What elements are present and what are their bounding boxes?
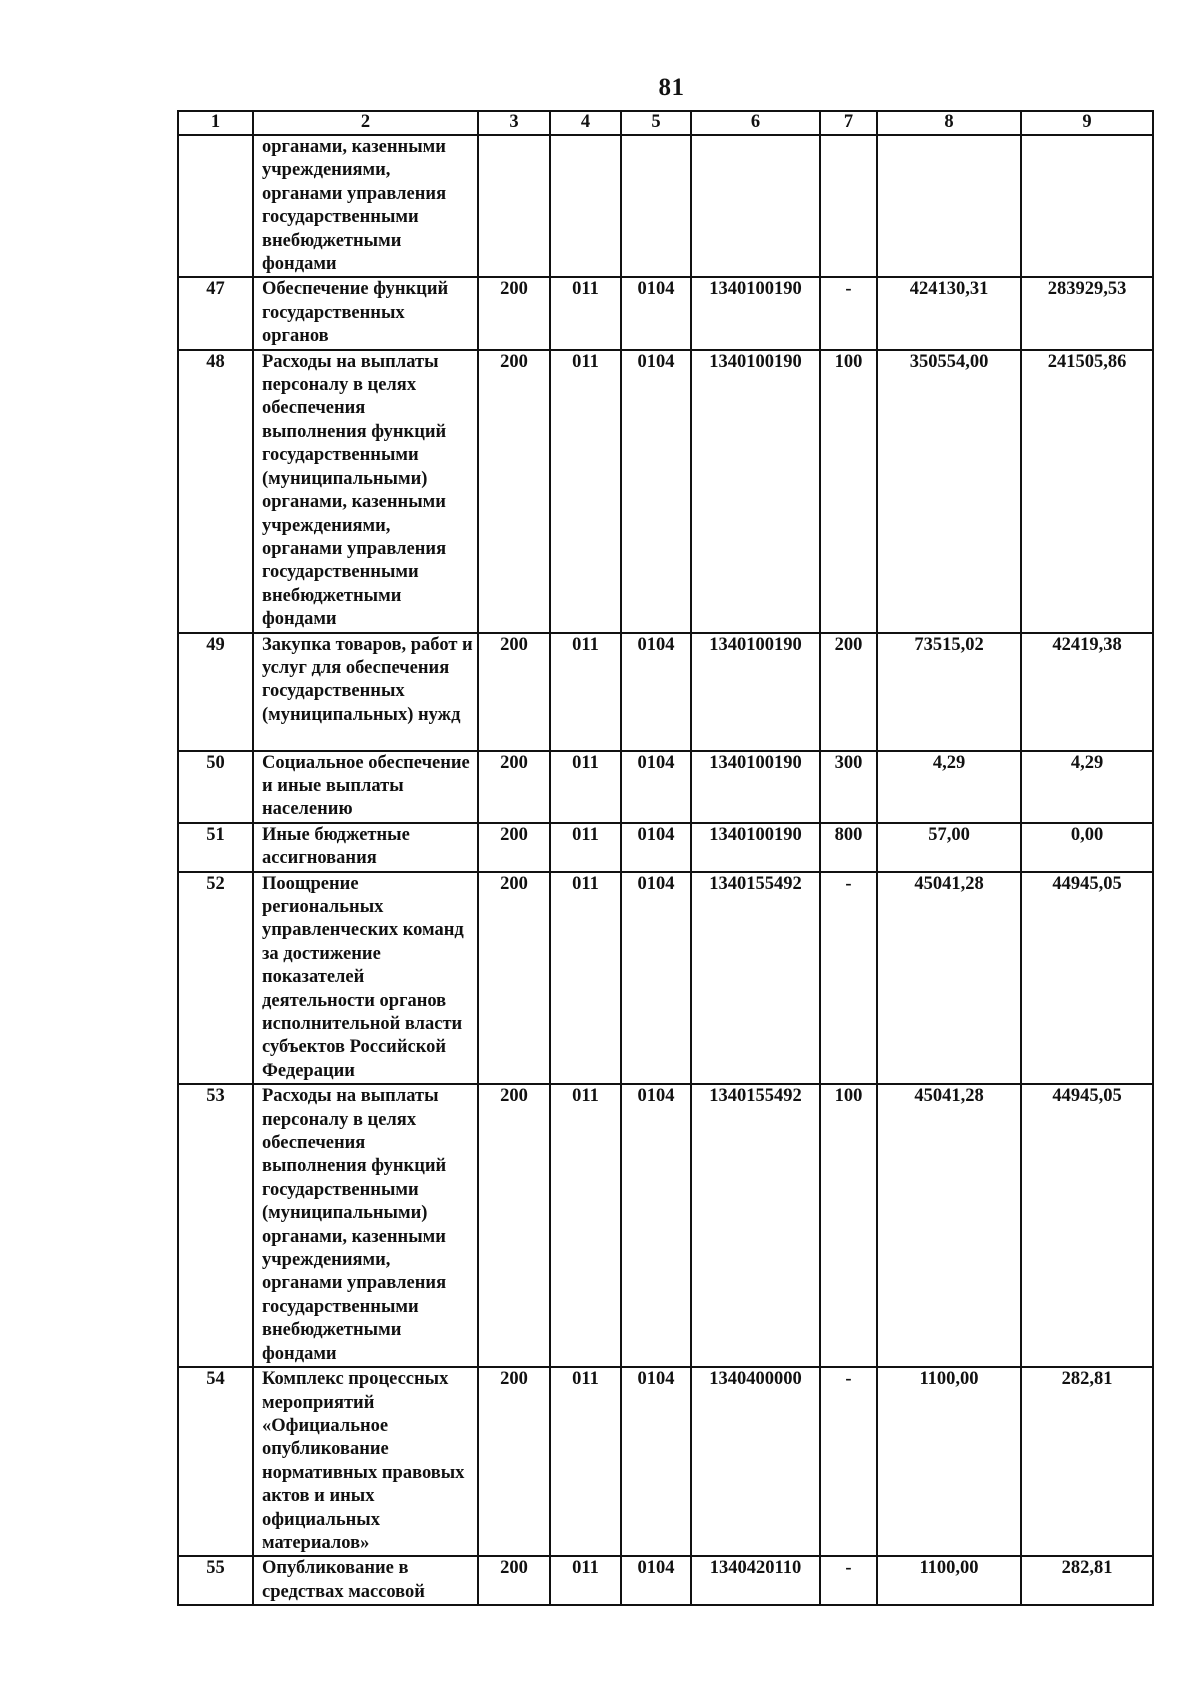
cell-col9: 4,29	[1021, 751, 1153, 823]
cell-col3: 200	[478, 1556, 550, 1605]
cell-col4: 011	[550, 1367, 621, 1556]
table-row	[178, 277, 1153, 349]
cell-col4: 011	[550, 872, 621, 1085]
table-row	[178, 1084, 1153, 1367]
cell-col3: 200	[478, 1367, 550, 1556]
cell-col6: 1340400000	[691, 1367, 820, 1556]
row-name: Расходы на выплаты персоналу в целях обеспечения выполнения функций государственными (муниципальными) органами, казенными учреждениями, органами управления государственными внебюджетными фондами	[253, 350, 478, 633]
row-number: 47	[178, 277, 253, 349]
cell-col8: 45041,28	[877, 872, 1021, 1085]
table-row	[178, 823, 1153, 872]
cell-col5: 0104	[621, 751, 691, 823]
cell-col8: 57,00	[877, 823, 1021, 872]
cell-col4: 011	[550, 1556, 621, 1605]
row-name: Социальное обеспечение и иные выплаты населению	[253, 751, 478, 823]
header-cell: 9	[1021, 111, 1153, 135]
cell-col3	[478, 135, 550, 277]
row-name: органами, казенными учреждениями, органами управления государственными внебюджетными фондами	[253, 135, 478, 277]
page-number: 81	[658, 74, 685, 101]
cell-col8: 424130,31	[877, 277, 1021, 349]
cell-col5: 0104	[621, 350, 691, 633]
row-number	[178, 135, 253, 277]
cell-col5: 0104	[621, 1367, 691, 1556]
cell-col3: 200	[478, 350, 550, 633]
row-name: Поощрение региональных управленческих команд за достижение показателей деятельности органов исполнительной власти субъектов Российской Федерации	[253, 872, 478, 1085]
cell-col3: 200	[478, 633, 550, 751]
cell-col6: 1340155492	[691, 1084, 820, 1367]
cell-col9: 283929,53	[1021, 277, 1153, 349]
header-cell: 3	[478, 111, 550, 135]
row-name: Обеспечение функций государственных органов	[253, 277, 478, 349]
header-cell: 4	[550, 111, 621, 135]
row-number: 54	[178, 1367, 253, 1556]
cell-col9	[1021, 135, 1153, 277]
row-number: 51	[178, 823, 253, 872]
cell-col5: 0104	[621, 633, 691, 751]
table-row	[178, 350, 1153, 633]
cell-col8: 1100,00	[877, 1367, 1021, 1556]
cell-col8: 1100,00	[877, 1556, 1021, 1605]
cell-col6: 1340420110	[691, 1556, 820, 1605]
cell-col6: 1340100190	[691, 751, 820, 823]
row-name: Расходы на выплаты персоналу в целях обеспечения выполнения функций государственными (муниципальными) органами, казенными учреждениями, органами управления государственными внебюджетными фондами	[253, 1084, 478, 1367]
cell-col5: 0104	[621, 823, 691, 872]
table-row	[178, 135, 1153, 277]
cell-col9: 282,81	[1021, 1556, 1153, 1605]
cell-col8: 4,29	[877, 751, 1021, 823]
cell-col9: 241505,86	[1021, 350, 1153, 633]
table-row	[178, 1556, 1153, 1605]
cell-col5: 0104	[621, 872, 691, 1085]
table-row	[178, 872, 1153, 1085]
row-number: 52	[178, 872, 253, 1085]
cell-col9: 0,00	[1021, 823, 1153, 872]
table-header-row	[178, 111, 1153, 135]
cell-col5: 0104	[621, 1556, 691, 1605]
cell-col5: 0104	[621, 1084, 691, 1367]
cell-col3: 200	[478, 1084, 550, 1367]
cell-col9: 44945,05	[1021, 872, 1153, 1085]
row-name: Комплекс процессных мероприятий «Официальное опубликование нормативных правовых актов и иных официальных материалов»	[253, 1367, 478, 1556]
cell-col6: 1340100190	[691, 350, 820, 633]
cell-col4: 011	[550, 277, 621, 349]
cell-col7	[820, 135, 877, 277]
cell-col4: 011	[550, 1084, 621, 1367]
cell-col8	[877, 135, 1021, 277]
cell-col9: 282,81	[1021, 1367, 1153, 1556]
header-cell: 8	[877, 111, 1021, 135]
header-cell: 2	[253, 111, 478, 135]
cell-col7: 200	[820, 633, 877, 751]
cell-col7: -	[820, 1556, 877, 1605]
cell-col4	[550, 135, 621, 277]
cell-col7: -	[820, 277, 877, 349]
cell-col7: 100	[820, 350, 877, 633]
cell-col7: 800	[820, 823, 877, 872]
row-number: 48	[178, 350, 253, 633]
cell-col7: -	[820, 1367, 877, 1556]
cell-col4: 011	[550, 823, 621, 872]
header-cell: 5	[621, 111, 691, 135]
header-cell: 6	[691, 111, 820, 135]
row-name: Иные бюджетные ассигнования	[253, 823, 478, 872]
cell-col8: 350554,00	[877, 350, 1021, 633]
cell-col4: 011	[550, 751, 621, 823]
row-name: Опубликование в средствах массовой	[253, 1556, 478, 1605]
cell-col9: 44945,05	[1021, 1084, 1153, 1367]
budget-table	[177, 110, 1154, 1606]
table-row	[178, 1367, 1153, 1556]
cell-col5	[621, 135, 691, 277]
cell-col6: 1340155492	[691, 872, 820, 1085]
cell-col4: 011	[550, 633, 621, 751]
cell-col5: 0104	[621, 277, 691, 349]
cell-col3: 200	[478, 823, 550, 872]
cell-col7: 100	[820, 1084, 877, 1367]
row-name: Закупка товаров, работ и услуг для обеспечения государственных (муниципальных) нужд	[253, 633, 478, 751]
cell-col6: 1340100190	[691, 277, 820, 349]
row-number: 55	[178, 1556, 253, 1605]
row-number: 53	[178, 1084, 253, 1367]
header-cell: 1	[178, 111, 253, 135]
row-number: 49	[178, 633, 253, 751]
cell-col3: 200	[478, 751, 550, 823]
cell-col4: 011	[550, 350, 621, 633]
cell-col6: 1340100190	[691, 633, 820, 751]
cell-col7: -	[820, 872, 877, 1085]
cell-col6: 1340100190	[691, 823, 820, 872]
cell-col3: 200	[478, 277, 550, 349]
cell-col8: 73515,02	[877, 633, 1021, 751]
cell-col7: 300	[820, 751, 877, 823]
table-row	[178, 751, 1153, 823]
header-cell: 7	[820, 111, 877, 135]
cell-col8: 45041,28	[877, 1084, 1021, 1367]
cell-col9: 42419,38	[1021, 633, 1153, 751]
row-number: 50	[178, 751, 253, 823]
cell-col6	[691, 135, 820, 277]
table-row	[178, 633, 1153, 751]
cell-col3: 200	[478, 872, 550, 1085]
